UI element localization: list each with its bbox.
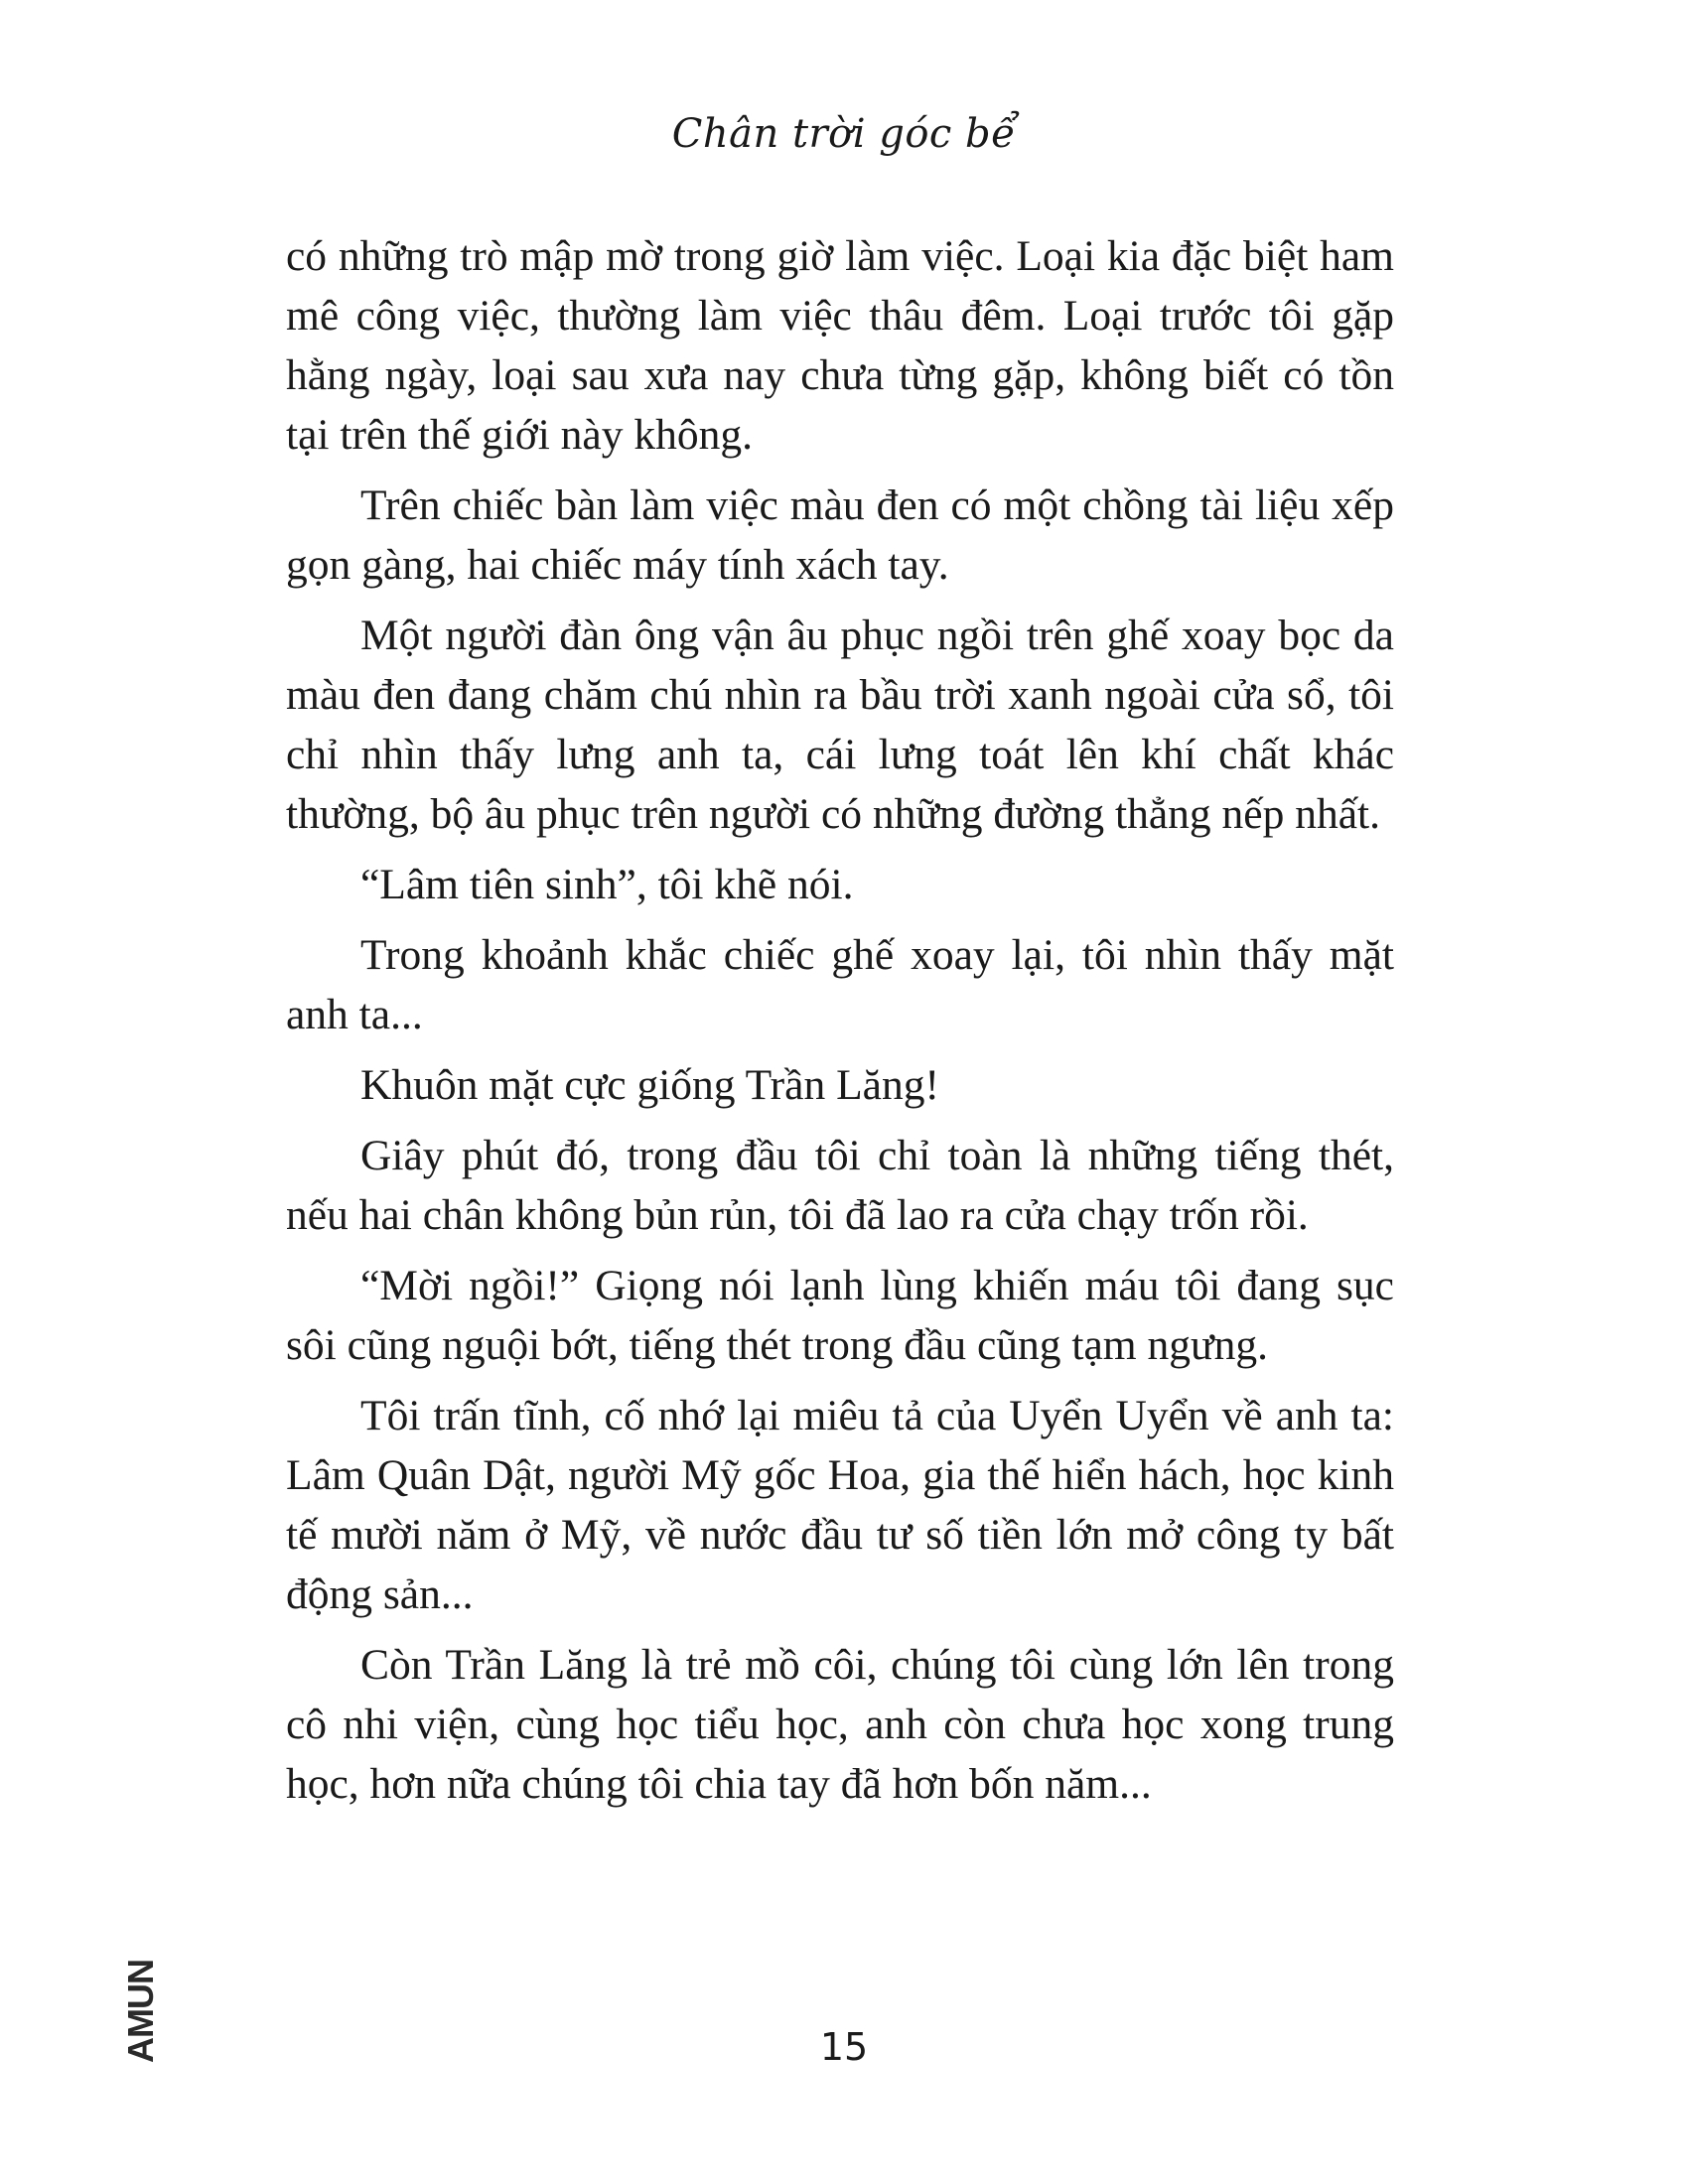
publisher-logo-text: AMUN (120, 1960, 161, 2063)
paragraph: Trên chiếc bàn làm việc màu đen có một chồng tài liệu xếp gọn gàng, hai chiếc máy tính xách tay. (286, 481, 1394, 589)
paragraph: Một người đàn ông vận âu phục ngồi trên ghế xoay bọc da màu đen đang chăm chú nhìn ra bầu trời xanh ngoài cửa sổ, tôi chỉ nhìn thấy lưng anh ta, cái lưng toát lên khí chất khác thường, bộ âu phục trên người có những đường thẳng nếp nhất. (286, 612, 1394, 838)
page-number: 15 (819, 2025, 869, 2069)
paragraph: “Mời ngồi!” Giọng nói lạnh lùng khiến máu tôi đang sục sôi cũng nguội bớt, tiếng thét trong đầu cũng tạm ngưng. (286, 1262, 1394, 1369)
running-header-title: Chân trời góc bể (671, 111, 1017, 157)
paragraph: Trong khoảnh khắc chiếc ghế xoay lại, tôi nhìn thấy mặt anh ta... (286, 931, 1394, 1038)
paragraph: “Lâm tiên sinh”, tôi khẽ nói. (360, 861, 854, 908)
paragraph: có những trò mập mờ trong giờ làm việc. Loại kia đặc biệt ham mê công việc, thường làm việc thâu đêm. Loại trước tôi gặp hằng ngày, loại sau xưa nay chưa từng gặp, không biết có tồn tại trên thế giới này không. (286, 232, 1394, 459)
paragraph: Giây phút đó, trong đầu tôi chỉ toàn là những tiếng thét, nếu hai chân không bủn rủn, tôi đã lao ra cửa chạy trốn rồi. (286, 1132, 1394, 1239)
paragraph: Tôi trấn tĩnh, cố nhớ lại miêu tả của Uyển Uyển về anh ta: Lâm Quân Dật, người Mỹ gốc Hoa, gia thế hiển hách, học kinh tế mười năm ở Mỹ, về nước đầu tư số tiền lớn mở công ty bất động sản... (286, 1392, 1394, 1618)
body-text (286, 226, 1394, 1825)
paragraph: Khuôn mặt cực giống Trần Lăng! (360, 1061, 939, 1109)
paragraph: Còn Trần Lăng là trẻ mồ côi, chúng tôi cùng lớn lên trong cô nhi viện, cùng học tiểu học, anh còn chưa học xong trung học, hơn nữa chúng tôi chia tay đã hơn bốn năm... (286, 1641, 1394, 1808)
